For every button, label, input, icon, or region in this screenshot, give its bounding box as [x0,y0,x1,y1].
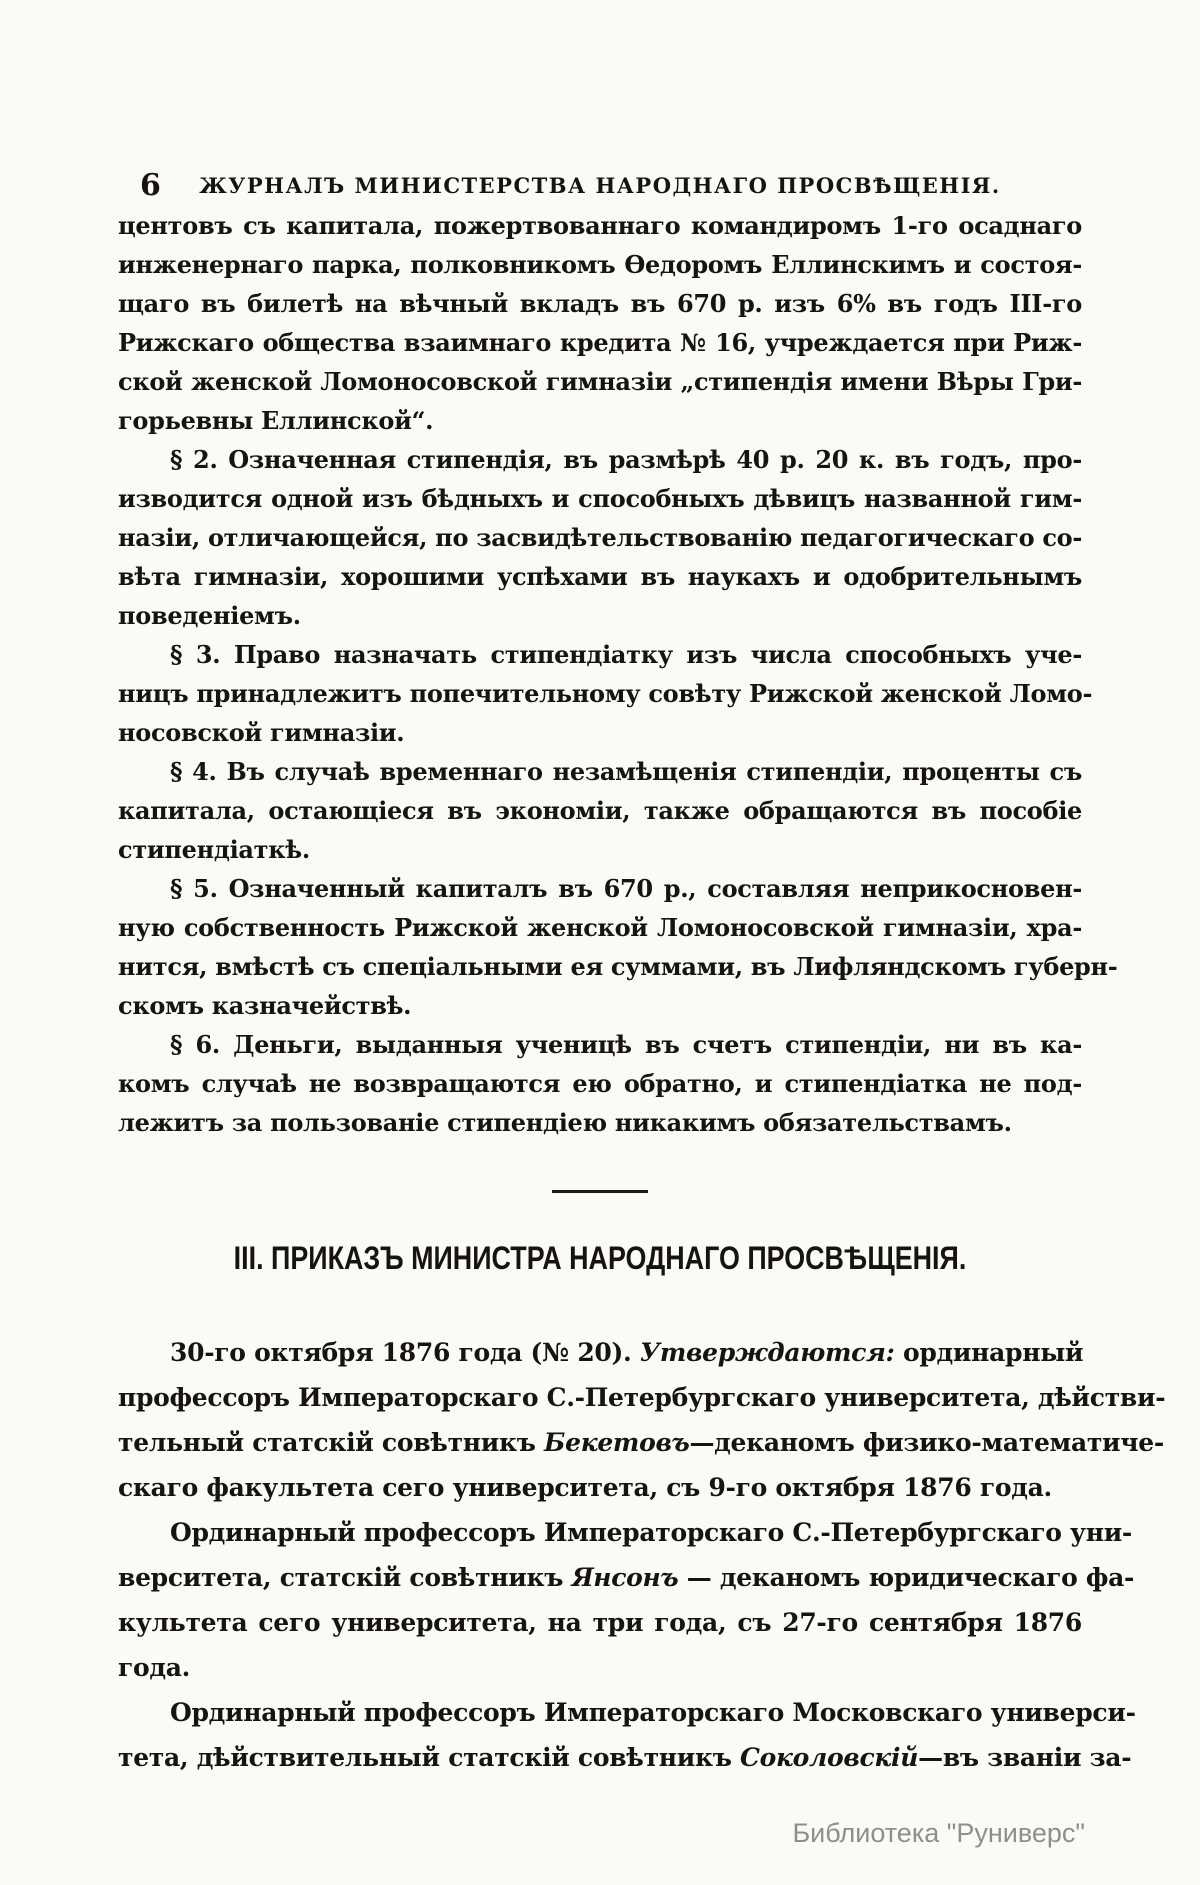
text-line: ской женской Ломоносовской гимназіи „стипендія имени Вѣры Гри- [118,367,1082,396]
italic-name: Янсонъ [571,1563,679,1592]
text-line: щаго въ билетѣ на вѣчный вкладъ въ 670 р. изъ 6% въ годъ III-го [118,289,1082,318]
italic-name: Утверждаются: [639,1338,895,1367]
section-divider [552,1190,648,1193]
text-line: § 2. Означенная стипендія, въ размѣрѣ 40 р. 20 к. въ годъ, про- [170,445,1082,474]
text-line: § 4. Въ случаѣ временнаго незамѣщенія стипендіи, проценты съ [170,757,1082,786]
text-line: лежитъ за пользованіе стипендіею никакимъ обязательствамъ. [118,1108,1012,1137]
page-number: 6 [140,168,161,203]
text-line: ницъ принадлежитъ попечительному совѣту Рижской женской Ломо- [118,679,1093,708]
text-line: капитала, остающіеся въ экономіи, также обращаются въ пособіе [118,796,1082,825]
text-line: § 6. Деньги, выданныя ученицѣ въ счетъ стипендіи, ни въ ка- [170,1030,1082,1059]
italic-name: Соколовскій [740,1743,919,1772]
text-line: Ординарный профессоръ Императорскаго С.-Петербургскаго уни- [170,1518,1133,1547]
text-line: скаго факультета сего университета, съ 9-го октября 1876 года. [118,1473,1052,1502]
text-line: скомъ казначействѣ. [118,991,412,1020]
text-line: культета сего университета, на три года, съ 27-го сентября 1876 [118,1608,1082,1637]
text-line: тельный статскій совѣтникъ Бекетовъ—деканомъ физико-математиче- [118,1428,1164,1457]
text-line: комъ случаѣ не возвращаются ею обратно, и стипендіатка не под- [118,1069,1082,1098]
text-line: § 5. Означенный капиталъ въ 670 р., составляя неприкосновен- [170,874,1082,903]
text-line: профессоръ Императорскаго С.-Петербургскаго университета, дѣйстви- [118,1383,1166,1412]
section-heading: III. ПРИКАЗЪ МИНИСТРА НАРОДНАГО ПРОСВѢЩЕНІЯ. [233,1240,967,1276]
library-watermark: Библиотека "Руниверс" [792,1818,1085,1848]
text-line: центовъ съ капитала, пожертвованнаго командиромъ 1-го осаднаго [118,211,1082,240]
text-line: горьевны Еллинской“. [118,406,434,435]
text-line: поведеніемъ. [118,601,301,630]
text-line: ную собственность Рижской женской Ломоносовской гимназіи, хра- [118,913,1082,942]
text-line: вѣта гимназіи, хорошими успѣхами въ наукахъ и одобрительнымъ [118,562,1082,591]
text-line: верситета, статскій совѣтникъ Янсонъ — деканомъ юридическаго фа- [118,1563,1135,1592]
text-line: назіи, отличающейся, по засвидѣтельствованію педагогическаго со- [118,523,1083,552]
text-line: стипендіаткѣ. [118,835,310,864]
text-line: года. [118,1653,191,1682]
text-line: изводится одной изъ бѣдныхъ и способныхъ дѣвицъ названной гим- [118,484,1082,513]
text-line: Рижскаго общества взаимнаго кредита № 16, учреждается при Риж- [118,328,1082,357]
decree-text-block [118,1330,1166,1780]
text-line: инженернаго парка, полковникомъ Ѳедоромъ Еллинскимъ и состоя- [118,250,1082,279]
italic-name: Бекетовъ [544,1428,690,1457]
statute-text-block [118,206,1118,1142]
running-header: ЖУРНАЛЪ МИНИСТЕРСТВА НАРОДНАГО ПРОСВѢЩЕНІЯ. [199,173,1001,198]
text-line: нится, вмѣстѣ съ спеціальными ея суммами, въ Лифляндскомъ губерн- [118,952,1118,981]
text-line: Ординарный профессоръ Императорскаго Московскаго универси- [170,1698,1136,1727]
text-line: тета, дѣйствительный статскій совѣтникъ Соколовскій—въ званіи за- [118,1743,1132,1772]
page-header [118,168,1082,204]
text-line: § 3. Право назначать стипендіатку изъ числа способныхъ уче- [170,640,1082,669]
text-line: носовской гимназіи. [118,718,405,747]
text-line: 30-го октября 1876 года (№ 20). Утверждаются: ординарный [170,1338,1084,1367]
